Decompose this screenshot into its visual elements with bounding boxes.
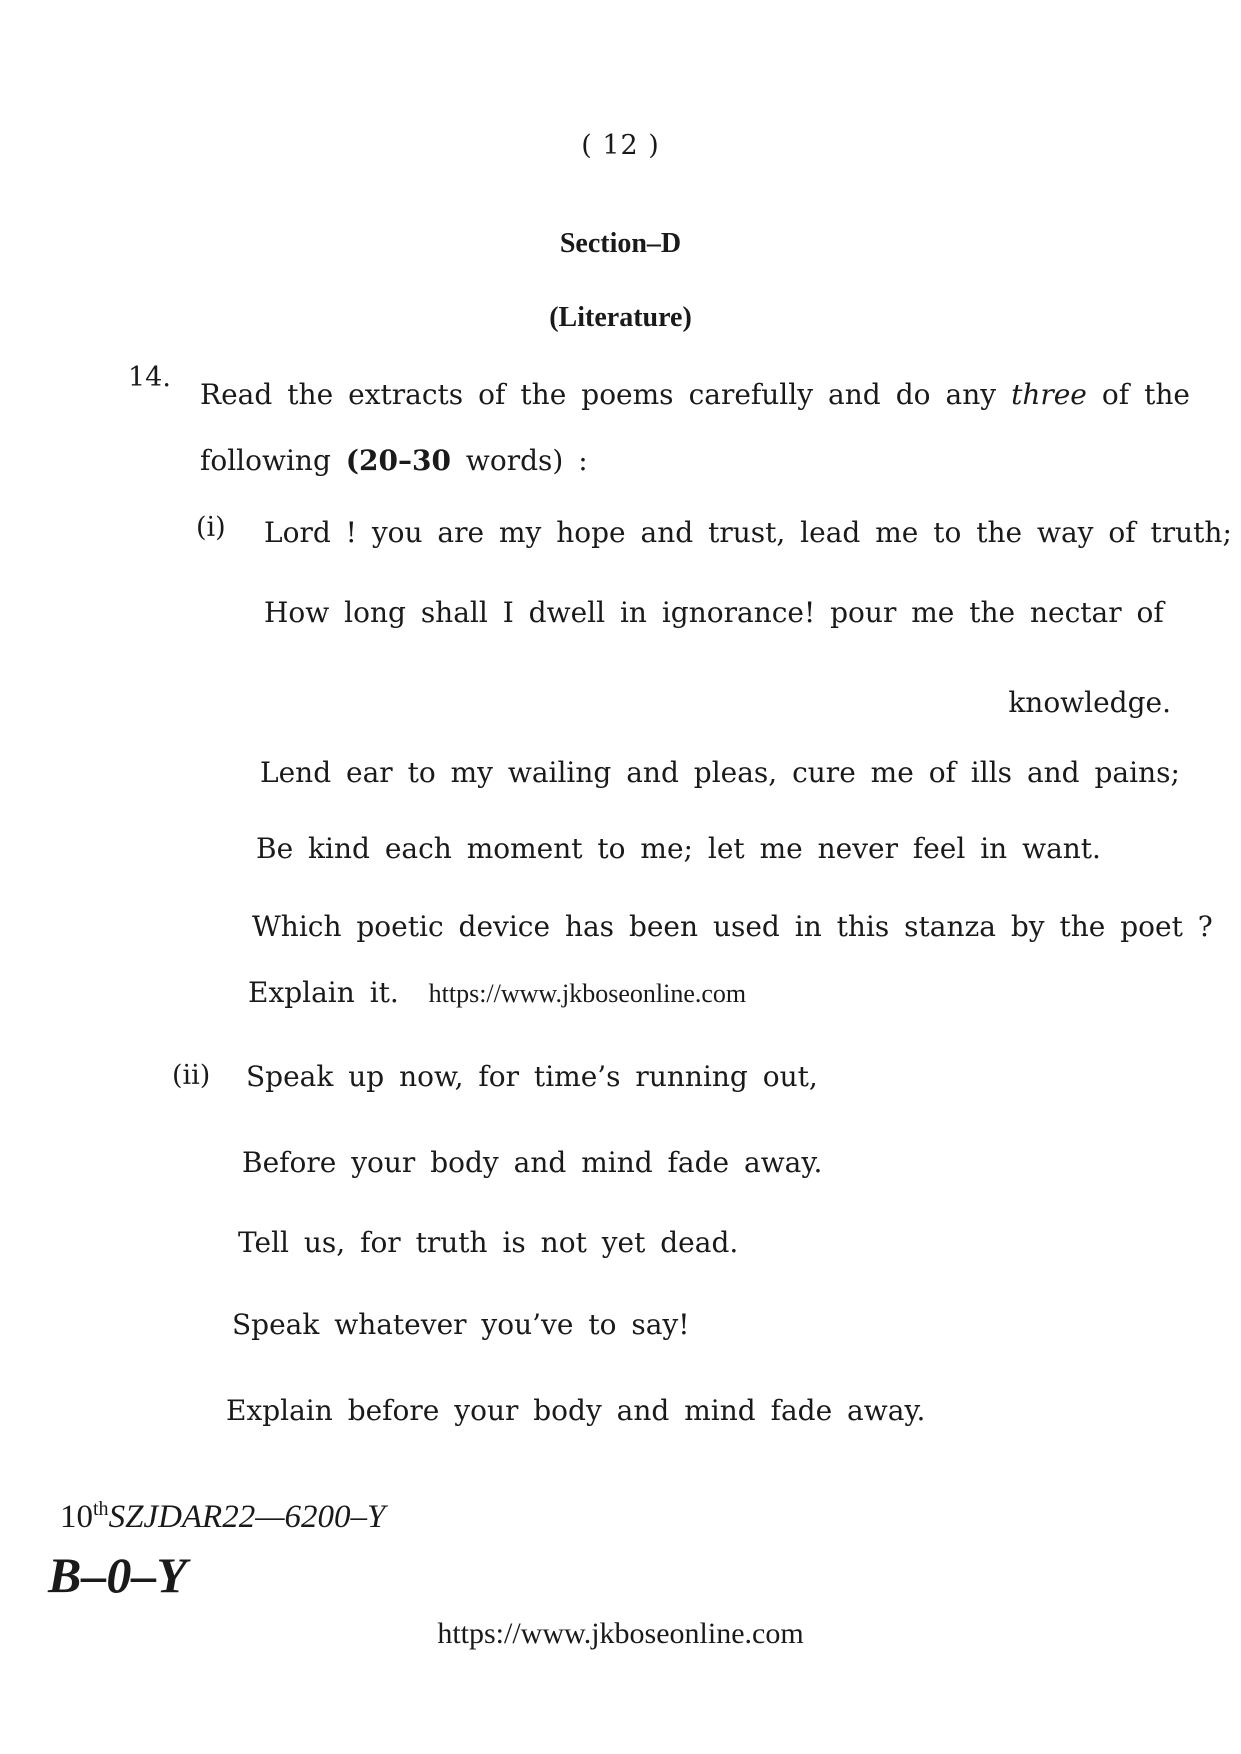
part-label-ii: (ii) <box>172 1060 211 1091</box>
question-text-part: words) : <box>450 444 588 477</box>
footer-url[interactable]: https://www.jkboseonline.com <box>437 1617 804 1650</box>
poem-line: Before your body and mind fade away. <box>242 1146 823 1179</box>
section-title: Section–D <box>559 228 682 259</box>
poem-line: Which poetic device has been used in this stanza by the poet ? <box>252 910 1213 943</box>
poem-line: Speak whatever you’ve to say! <box>232 1308 690 1341</box>
question-text-part: Read the extracts of the poems carefully and do any <box>200 378 1012 411</box>
poem-line: Speak up now, for time’s running out, <box>246 1060 818 1093</box>
section-subtitle: (Literature) <box>549 302 692 333</box>
poem-line: Lord ! you are my hope and trust, lead me to the way of truth; <box>264 516 1232 549</box>
question-number: 14. <box>128 362 171 393</box>
paper-set: B–0–Y <box>48 1547 187 1603</box>
paper-code-rest: SZJDAR22—6200–Y <box>108 1499 386 1535</box>
poem-line: How long shall I dwell in ignorance! pour me the nectar of <box>264 596 1164 629</box>
page-number: ( 12 ) <box>581 130 660 161</box>
website-url[interactable]: https://www.jkboseonline.com <box>428 979 747 1008</box>
poem-line: Be kind each moment to me; let me never feel in want. <box>256 832 1101 865</box>
question-emphasis: three <box>1011 378 1087 411</box>
poem-line: Explain before your body and mind fade away. <box>226 1394 926 1427</box>
poem-line: Explain it. <box>248 976 399 1009</box>
paper-code-prefix: 10 <box>60 1499 93 1535</box>
part-label-i: (i) <box>196 512 226 543</box>
question-word-range: (20–30 <box>345 444 451 477</box>
question-text <box>200 362 1190 494</box>
poem-line: Tell us, for truth is not yet dead. <box>238 1226 739 1259</box>
paper-code <box>60 1498 385 1536</box>
poem-line: Lend ear to my wailing and pleas, cure me of ills and pains; <box>260 756 1180 789</box>
paper-code-sup: th <box>93 1498 109 1520</box>
poem-line-with-url <box>248 976 746 1009</box>
poem-line: knowledge. <box>1008 686 1171 719</box>
question-text-part: of the following <box>200 378 1190 477</box>
